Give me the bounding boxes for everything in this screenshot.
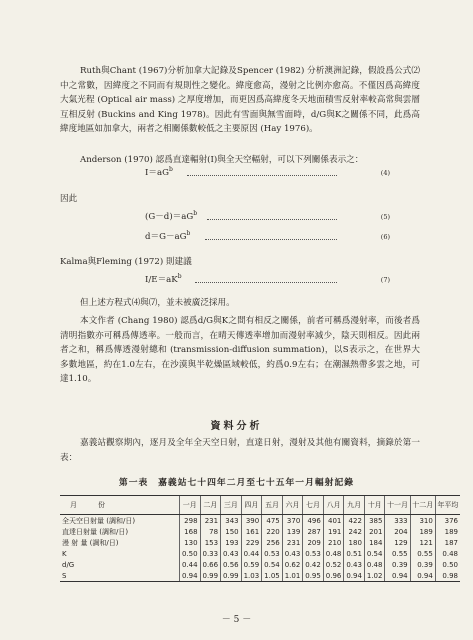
table-row-label: K: [62, 549, 67, 558]
radiation-table: [60, 495, 460, 582]
equation-4-lhs: I＝aG: [145, 168, 169, 178]
table-title: 第一表 嘉義站七十四年二月至七十五年一月輻射記錄: [118, 478, 355, 488]
table-cell: 390: [241, 515, 262, 527]
table-cell: 385: [364, 515, 385, 527]
table-cell: 187: [435, 537, 460, 548]
table-header-row: [60, 496, 460, 515]
table-header-cell: 十二月: [410, 496, 435, 515]
table-cell: 150: [221, 526, 242, 537]
table-cell: 0.94: [344, 570, 365, 582]
table-row-label: d/G: [62, 560, 75, 569]
table-cell: 161: [241, 526, 262, 537]
table-cell: 209: [303, 537, 324, 548]
table-cell: 189: [435, 526, 460, 537]
table-cell: 0.50: [435, 559, 460, 570]
equation-6-exponent: b: [186, 230, 191, 238]
equation-7-number: (7): [380, 276, 390, 284]
table-cell: 422: [344, 515, 365, 527]
table-cell: 0.39: [410, 559, 435, 570]
table-cell: 0.53: [303, 548, 324, 559]
table-cell: 0.96: [323, 570, 344, 582]
table-cell: 0.56: [221, 559, 242, 570]
table-cell: 376: [435, 515, 460, 527]
table-row: [60, 559, 460, 570]
equation-5-lhs: (G－d)＝aG: [145, 212, 194, 222]
table-header-cell: 三月: [221, 496, 242, 515]
table-cell: 204: [385, 526, 410, 537]
table-row: [60, 548, 460, 559]
table-cell: 0.55: [385, 548, 410, 559]
table-header-cell: 十一月: [385, 496, 410, 515]
table-cell: 229: [241, 537, 262, 548]
table-header-cell: 年平均: [435, 496, 460, 515]
paragraph-therefore: 因此: [60, 194, 78, 204]
table-cell: 475: [262, 515, 283, 527]
table-cell: 1.01: [282, 570, 303, 582]
table-cell: 0.66: [200, 559, 221, 570]
table-cell: 0.48: [435, 548, 460, 559]
table-header-cell: 六月: [282, 496, 303, 515]
table-cell: 298: [180, 515, 201, 527]
equation-5-exponent: b: [193, 210, 198, 218]
table-cell: 139: [282, 526, 303, 537]
table-row-label: 全天空日射量 (調和/日): [62, 516, 136, 525]
table-cell: 0.94: [180, 570, 201, 582]
paragraph-chiayi: 嘉義站觀察期內，逐月及全年全天空日射，直達日射，漫射及其他有關資料，摘錄於第一表：: [60, 438, 420, 463]
table-cell: 130: [180, 537, 201, 548]
table-cell: 401: [323, 515, 344, 527]
table-cell: 0.62: [282, 559, 303, 570]
table-header-cell: 九月: [344, 496, 365, 515]
table-cell: 0.54: [262, 559, 283, 570]
table-cell: 129: [385, 537, 410, 548]
table-cell: 0.59: [241, 559, 262, 570]
table-cell: 0.42: [303, 559, 324, 570]
table-cell: 370: [282, 515, 303, 527]
table-header-cell: 四月: [241, 496, 262, 515]
table-cell: 0.44: [241, 548, 262, 559]
table-cell: 0.48: [364, 559, 385, 570]
equation-6-number: (6): [380, 233, 390, 241]
table-cell: 0.51: [344, 548, 365, 559]
table-cell: 184: [364, 537, 385, 548]
table-header-month: 月 份: [60, 496, 180, 515]
table-row-label: 漫 射 量 (調和/日): [62, 538, 119, 547]
table-cell: 0.33: [200, 548, 221, 559]
paragraph-kalma-fleming: Kalma與Fleming (1972) 則建議: [60, 257, 192, 267]
table-row: [60, 515, 460, 527]
table-header-cell: 二月: [200, 496, 221, 515]
table-cell: 256: [262, 537, 283, 548]
table-cell: 180: [344, 537, 365, 548]
table-cell: 343: [221, 515, 242, 527]
table-cell: 0.39: [385, 559, 410, 570]
table-cell: 0.94: [410, 570, 435, 582]
table-cell: 168: [180, 526, 201, 537]
table-header-cell: 十月: [364, 496, 385, 515]
table-cell: 0.44: [180, 559, 201, 570]
table-cell: 1.05: [262, 570, 283, 582]
table-cell: 1.02: [364, 570, 385, 582]
table-body: [60, 515, 460, 582]
table-cell: 287: [303, 526, 324, 537]
table-row-label: S: [60, 570, 180, 582]
table-cell: 0.55: [410, 548, 435, 559]
page-number: － 5 －: [221, 615, 252, 625]
table-header-cell: 七月: [303, 496, 324, 515]
table-cell: 231: [200, 515, 221, 527]
table-cell: 189: [410, 526, 435, 537]
table-row: [60, 570, 460, 582]
table-row: [60, 537, 460, 548]
table-cell: 0.95: [303, 570, 324, 582]
table-cell: 333: [385, 515, 410, 527]
table-cell: 1.03: [241, 570, 262, 582]
table-row: [60, 526, 460, 537]
table-cell: 193: [221, 537, 242, 548]
table-cell: 191: [323, 526, 344, 537]
paragraph-not-adopted: 但上述方程式⑷與⑺，並未被廣泛採用。: [80, 298, 235, 308]
equation-4-number: (4): [380, 169, 390, 177]
table-cell: 220: [262, 526, 283, 537]
table-cell: 231: [282, 537, 303, 548]
equation-6-lhs: d＝G－aG: [145, 232, 187, 242]
table-cell: 0.99: [200, 570, 221, 582]
table-cell: 78: [200, 526, 221, 537]
equation-7-exponent: b: [177, 273, 182, 281]
table-header-cell: 八月: [323, 496, 344, 515]
table-row-label: 直達日射量 (調和/日): [62, 527, 129, 536]
table-cell: 0.98: [435, 570, 460, 582]
table-cell: 0.99: [221, 570, 242, 582]
table-cell: 0.43: [344, 559, 365, 570]
table-cell: 201: [364, 526, 385, 537]
table-cell: 0.43: [221, 548, 242, 559]
table-header-cell: 五月: [262, 496, 283, 515]
table-cell: 0.54: [364, 548, 385, 559]
table-cell: 310: [410, 515, 435, 527]
table-cell: 0.50: [180, 548, 201, 559]
table-cell: 210: [323, 537, 344, 548]
equation-7-lhs: I/E＝aK: [145, 275, 178, 285]
table-header-cell: 一月: [180, 496, 201, 515]
table-cell: 121: [410, 537, 435, 548]
table-cell: 0.43: [282, 548, 303, 559]
table-cell: 0.53: [262, 548, 283, 559]
paragraph-author: 本文作者 (Chang 1980) 認爲d/G與K之間有相反之關係，前者可稱爲漫射率，而後者爲清明指數亦可稱爲傳透率。一般而言，在晴天傳透率增加而漫射率減少，陰天則相反。因此兩者之和，稱爲傳透漫射總和 (transmission-diffusion summation)，以S表示之，在世界大多數地區，約在1.0左右，在沙漠與半乾燥區域較低，約爲0.9左右；在潮濕熱帶多雲之地，可達1.10。: [60, 316, 420, 385]
equation-4-exponent: b: [168, 166, 173, 174]
paragraph-anderson: Anderson (1970) 認爲直達輻射(I)與全天空輻射，可以下列關係表示之：: [80, 155, 364, 165]
table-cell: 0.52: [323, 559, 344, 570]
table-cell: 0.94: [385, 570, 410, 582]
paragraph-ruth-chant: Ruth與Chant (1967)分析加拿大記錄及Spencer (1982) 分析澳洲記錄，假設爲公式⑵中之常數，因緯度之不同而有規則性之變化。緯度愈高，漫射之比例亦愈高。不僅因爲高緯度大氣光程 (Optical air mass) 之厚度增加，而更因爲高緯度冬天地面積雪反射率較高常與雲層互相反射 (Buckins and King 1978)。因此有雪面與無雪面時，d/G與K之關係不同，此爲高緯度地區如加拿大，兩者之相關係數較低之主要原因 (Hay 1976)。: [60, 66, 420, 135]
table-cell: 242: [344, 526, 365, 537]
table-cell: 0.48: [323, 548, 344, 559]
equation-5-number: (5): [380, 213, 390, 221]
table-cell: 153: [200, 537, 221, 548]
table-cell: 496: [303, 515, 324, 527]
section-heading: 資料分析: [210, 421, 263, 432]
